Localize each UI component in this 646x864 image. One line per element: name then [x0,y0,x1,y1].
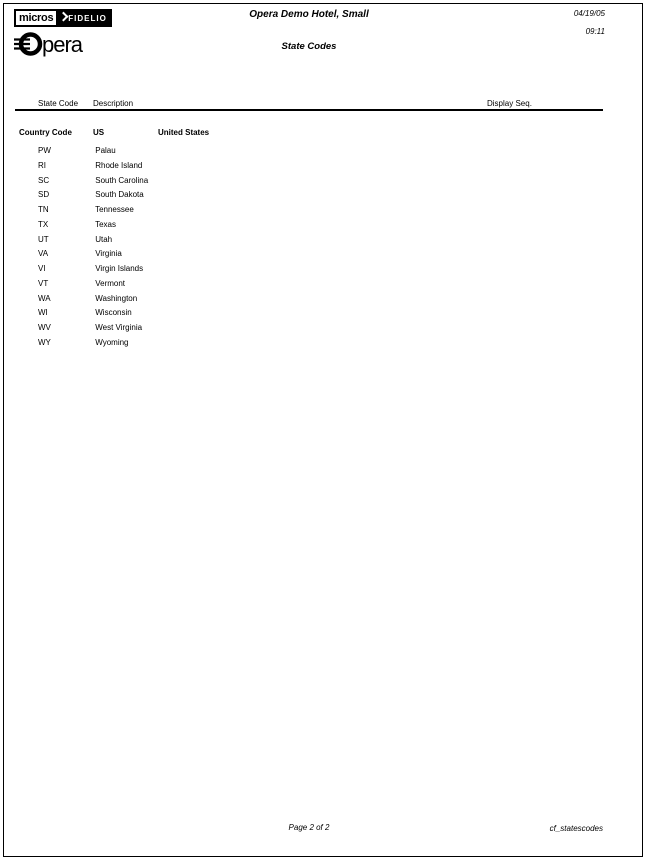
state-description-cell: West Virginia [95,323,143,332]
state-description-cell: South Carolina [95,175,149,185]
state-description-cell: Tennessee [95,205,134,214]
state-description-cell: Texas [95,219,116,229]
state-code-cell: WA [38,293,51,303]
country-group-row [0,128,646,140]
state-description-cell: Utah [95,234,113,244]
state-code-cell: SD [38,190,50,200]
opera-logo-text: pera [42,32,83,57]
state-code-cell: SC [38,175,50,185]
report-title: State Codes [281,41,337,52]
table-row [0,336,646,351]
state-code-cell: RI [38,160,46,170]
table-row [0,306,646,321]
state-description-cell: Rhode Island [95,160,143,170]
table-row [0,159,646,174]
state-description-cell: Virgin Islands [95,264,144,273]
state-code-cell: VI [38,264,46,273]
footer-page-number: Page 2 of 2 [288,823,330,832]
state-description-cell: Washington [95,293,138,303]
country-row-label: Country Code [19,128,72,137]
table-row [0,277,646,292]
footer-report-id: cf_statescodes [549,824,603,833]
column-header-display-seq: Display Seq. [487,99,532,108]
column-header-state-code: State Code [38,99,79,108]
table-row [0,292,646,307]
country-code: US [93,128,105,137]
report-date: 04/19/05 [573,9,605,18]
state-code-cell: TN [38,205,49,214]
state-description-cell: Virginia [95,249,122,259]
table-row [0,144,646,159]
table-row [0,188,646,203]
state-code-cell: VA [38,249,49,259]
state-code-cell: TX [38,219,49,229]
report-time: 09:11 [585,27,605,36]
state-code-cell: VT [38,278,49,288]
state-code-cell: WY [38,337,51,347]
state-code-cell: WI [38,308,48,318]
table-row [0,262,646,277]
table-row [0,174,646,189]
micros-logo-text: micros [14,9,58,27]
state-code-cell: PW [38,146,51,155]
table-row [0,203,646,218]
state-rows [0,144,646,351]
table-row [0,233,646,248]
table-row [0,218,646,233]
state-description-cell: Wyoming [95,337,129,347]
column-header-description: Description [93,99,134,108]
hotel-title: Opera Demo Hotel, Small [249,9,369,20]
state-description-cell: Wisconsin [95,308,132,318]
state-description-cell: Palau [95,146,116,155]
state-code-cell: WV [38,323,51,332]
state-description-cell: South Dakota [95,190,144,200]
fidelio-logo-text: FIDELIO [68,13,107,23]
table-row [0,321,646,336]
table-header-rule [15,109,603,111]
table-row [0,247,646,262]
state-description-cell: Vermont [95,278,126,288]
state-code-cell: UT [38,234,49,244]
country-name: United States [158,128,210,137]
